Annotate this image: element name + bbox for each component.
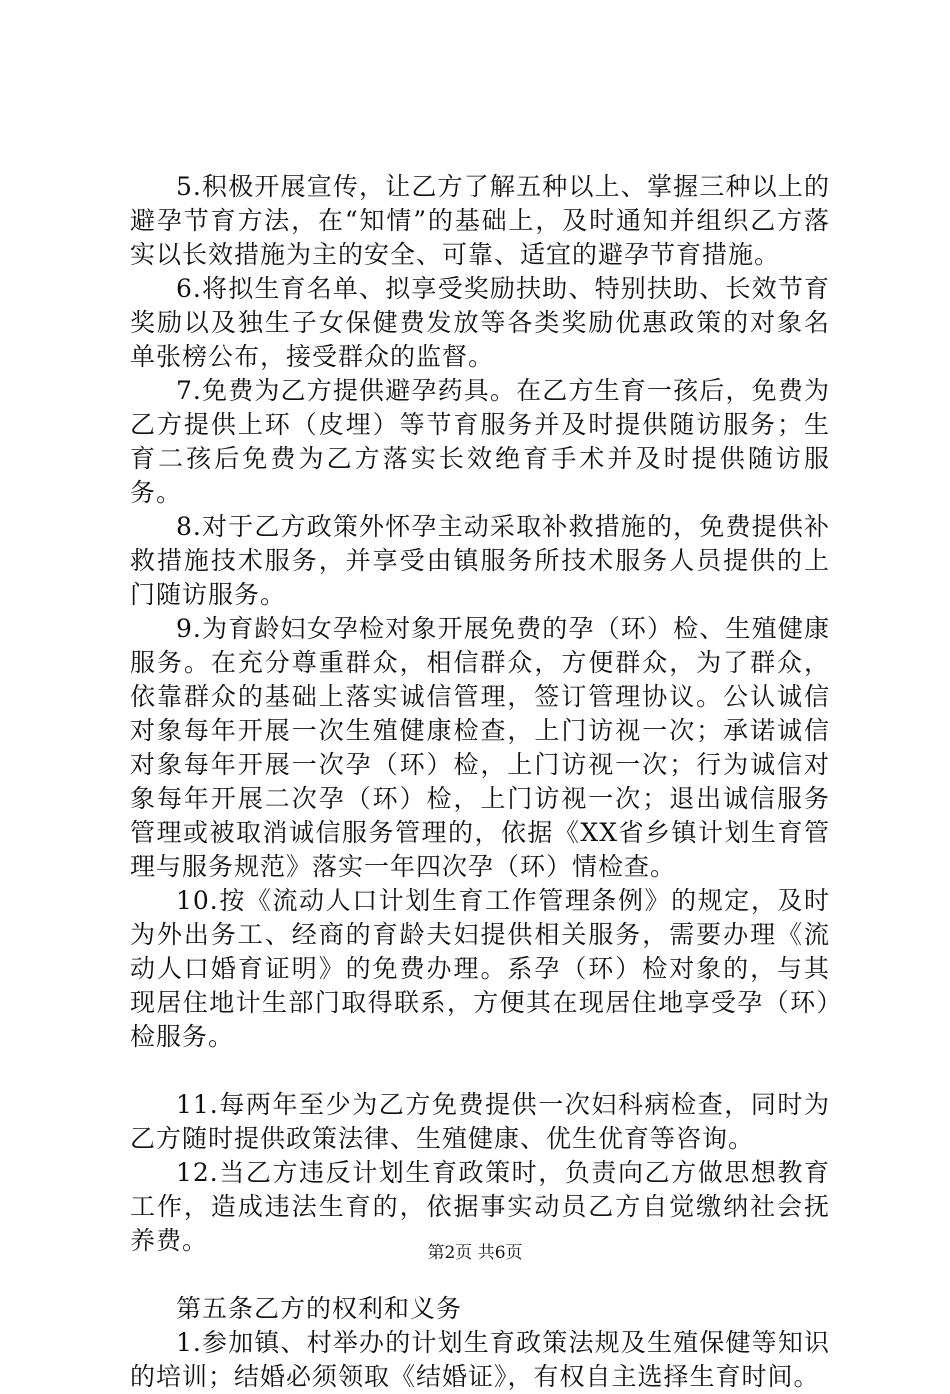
paragraph-item-6: 6.将拟生育名单、拟享受奖励扶助、特别扶助、长效节育奖励以及独生子女保健费发放等各类奖励优惠政策的对象名单张榜公布，接受群众的监督。: [130, 274, 830, 371]
section-heading: 第五条乙方的权利和义务: [176, 1294, 463, 1323]
paragraph-item-11: 11.每两年至少为乙方免费提供一次妇科病检查，同时为乙方随时提供政策法律、生殖健康、优生优育等咨询。: [130, 1090, 830, 1153]
paragraph-item-8: 8.对于乙方政策外怀孕主动采取补救措施的，免费提供补救措施技术服务，并享受由镇服务所技术服务人员提供的上门随访服务。: [130, 512, 830, 609]
page-number-footer: 第2页 共6页: [427, 1243, 523, 1263]
paragraph-item-12: 12.当乙方违反计划生育政策时，负责向乙方做思想教育工作，造成违法生育的，依据事实动员乙方自觉缴纳社会抚养费。: [130, 1158, 830, 1255]
paragraph-item-7: 7.免费为乙方提供避孕药具。在乙方生育一孩后，免费为乙方提供上环（皮埋）等节育服务并及时提供随访服务；生育二孩后免费为乙方落实长效绝育手术并及时提供随访服务。: [130, 376, 830, 507]
paragraph-item-10: 10.按《流动人口计划生育工作管理条例》的规定，及时为外出务工、经商的育龄夫妇提供相关服务，需要办理《流动人口婚育证明》的免费办理。系孕（环）检对象的，与其现居住地计生部门取得联系，方便其在现居住地享受孕（环）检服务。: [130, 886, 830, 1051]
paragraph-spacer: [130, 1054, 830, 1088]
paragraph-item-9: 9.为育龄妇女孕检对象开展免费的孕（环）检、生殖健康服务。在充分尊重群众，相信群众，方便群众，为了群众，依靠群众的基础上落实诚信管理，签订管理协议。公认诚信对象每年开展一次生殖健康检查，上门访视一次；承诺诚信对象每年开展一次孕（环）检，上门访视一次；行为诚信对象每年开展二次孕（环）检，上门访视一次；退出诚信服务管理或被取消诚信服务管理的，依据《XX省乡镇计划生育管理与服务规范》落实一年四次孕（环）情检查。: [130, 614, 830, 881]
paragraph-item-5: 5.积极开展宣传，让乙方了解五种以上、掌握三种以上的避孕节育方法，在“知情”的基础上，及时通知并组织乙方落实以长效措施为主的安全、可靠、适宜的避孕节育措施。: [130, 172, 830, 269]
paragraph-item-1: 1.参加镇、村举办的计划生育政策法规及生殖保健等知识的培训；结婚必须领取《结婚证》，有权自主选择生育时间。: [130, 1328, 830, 1391]
document-body: [130, 170, 830, 1394]
